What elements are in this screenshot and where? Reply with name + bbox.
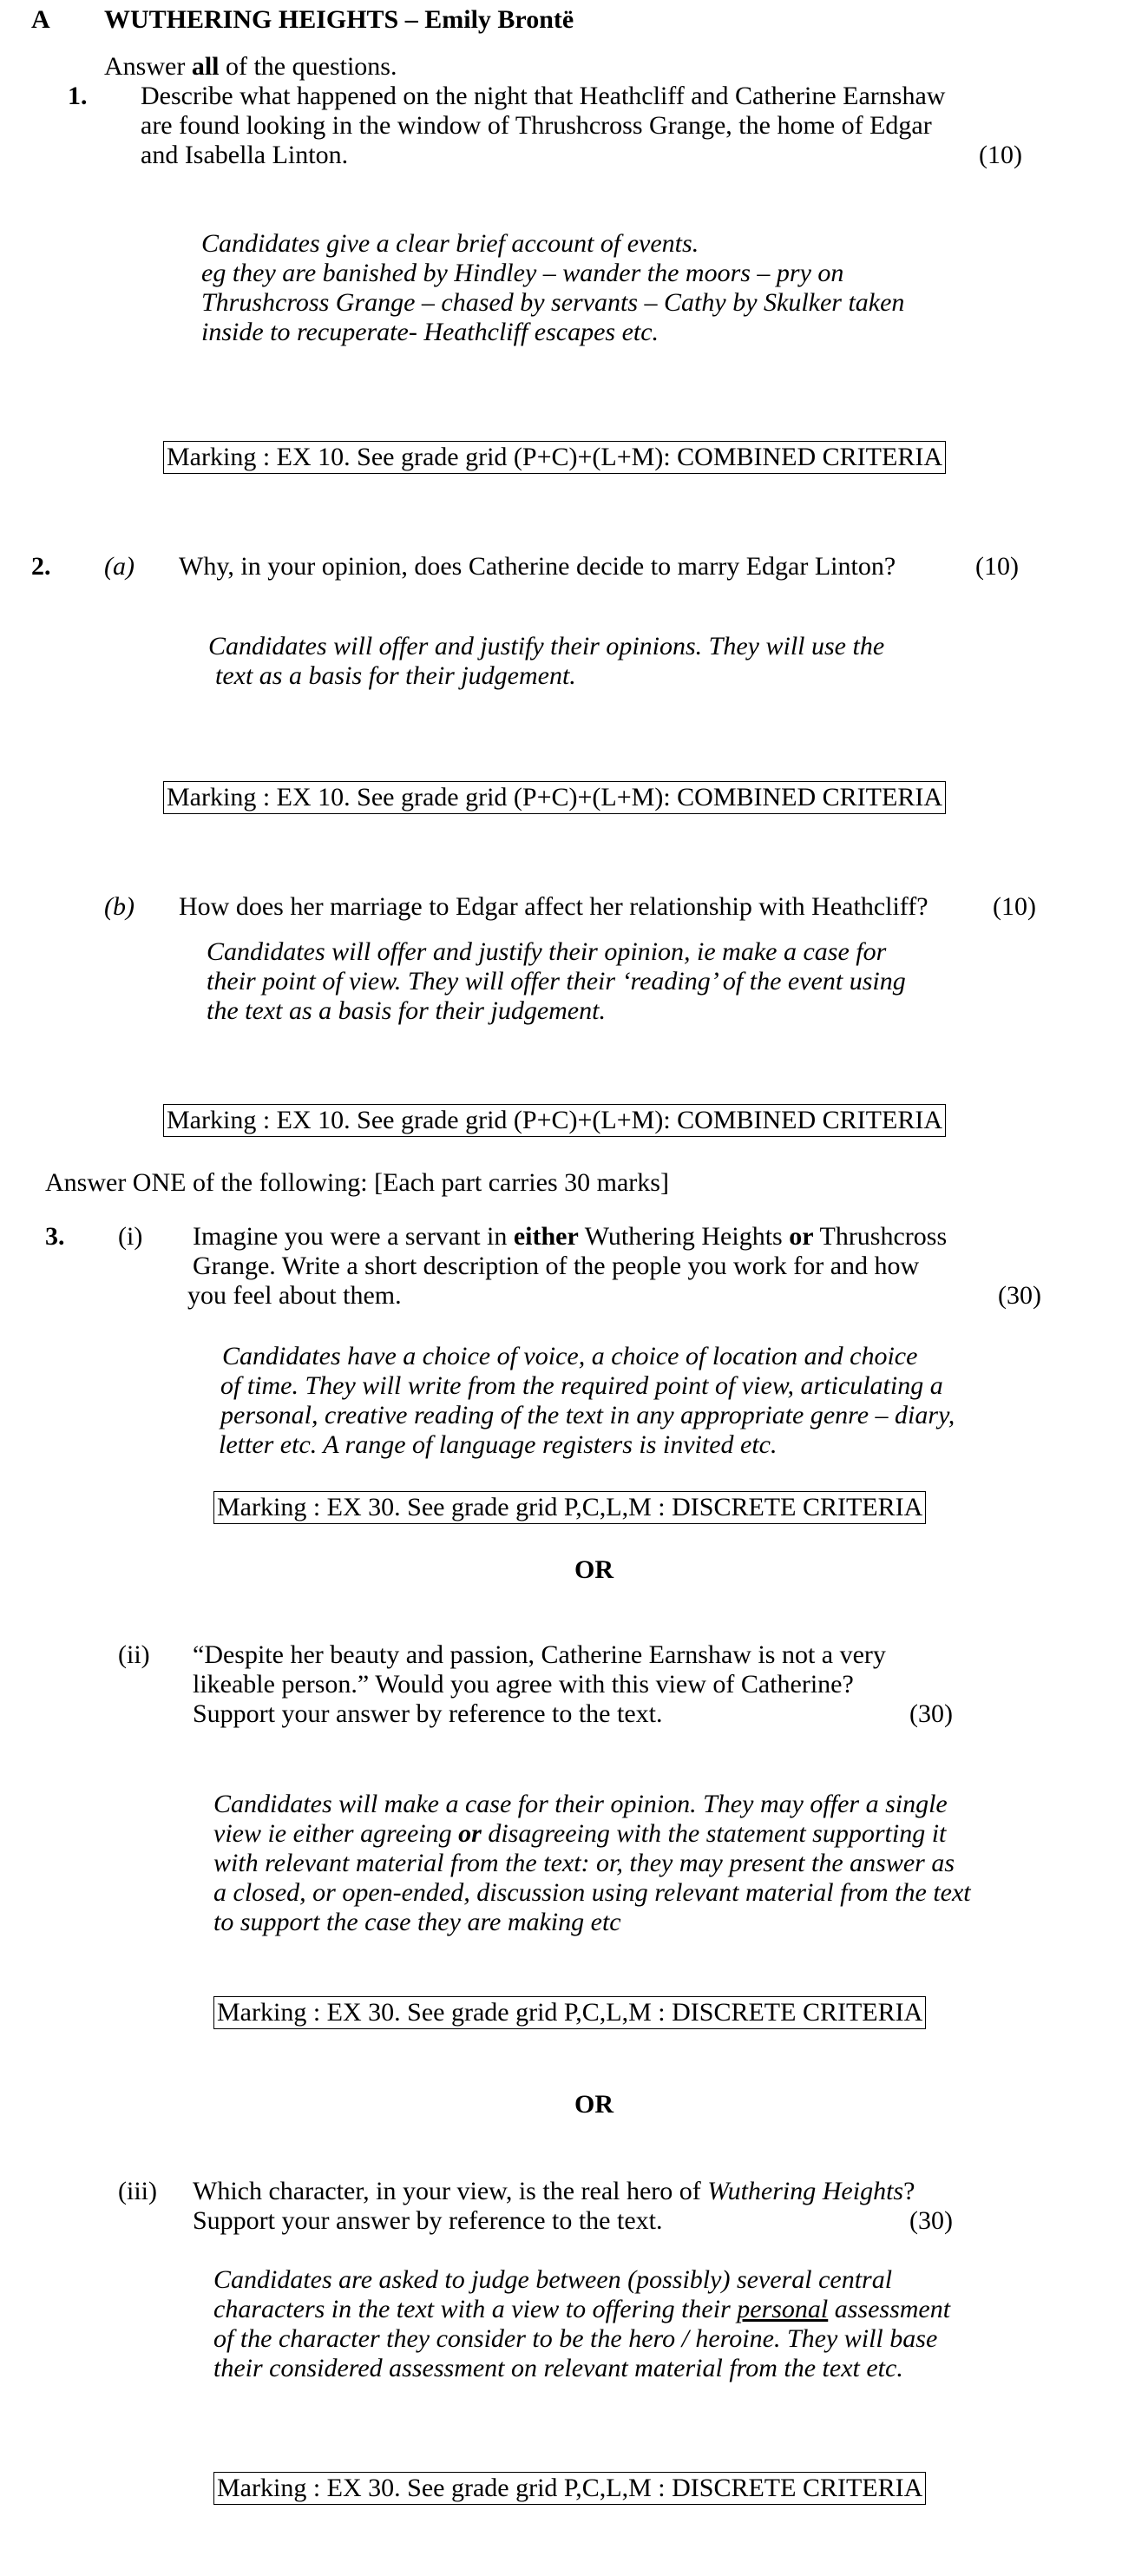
q3ii-marks: (30) [909, 1699, 953, 1728]
q3iii-marks: (30) [909, 2206, 953, 2235]
q1-number: 1. [68, 82, 88, 110]
q1-guidance: Candidates give a clear brief account of events. eg they are banished by Hindley – wander the moors – pry on Thrushcross Grange – chased by servants – Cathy by Skulker taken inside to recuperate- Heathcliff escapes etc. [201, 229, 905, 346]
q2a-label: (a) [104, 552, 135, 581]
q2a-marking-box: Marking : EX 10. See grade grid (P+C)+(L+M): COMBINED CRITERIA [163, 781, 946, 814]
section-title: WUTHERING HEIGHTS – Emily Brontë [104, 5, 574, 34]
q3ii-marking-box: Marking : EX 30. See grade grid P,C,L,M : DISCRETE CRITERIA [213, 1996, 926, 2029]
q3i-line3: you feel about them. [187, 1281, 402, 1310]
q2a-marks: (10) [975, 552, 1019, 581]
or-divider-1: OR [574, 1555, 613, 1584]
q2b-marking-box: Marking : EX 10. See grade grid (P+C)+(L+M): COMBINED CRITERIA [163, 1104, 946, 1137]
q3iii-label: (iii) [118, 2177, 157, 2205]
q3i-marking-box: Marking : EX 30. See grade grid P,C,L,M : DISCRETE CRITERIA [213, 1491, 926, 1524]
q1-marking-box: Marking : EX 10. See grade grid (P+C)+(L+M): COMBINED CRITERIA [163, 441, 946, 474]
q2b-label: (b) [104, 892, 135, 921]
or-divider-2: OR [574, 2090, 613, 2119]
q3iii-line2: Support your answer by reference to the text. [193, 2206, 663, 2235]
q3i-line1: Imagine you were a servant in either Wuthering Heights or Thrushcross [193, 1222, 948, 1251]
q2-number: 2. [31, 552, 51, 581]
q2b-guidance: Candidates will offer and justify their opinion, ie make a case for their point of view. They will offer their ‘reading’ of the event using the text as a basis for their judgement. [207, 937, 906, 1025]
q3iii-line1: Which character, in your view, is the real hero of Wuthering Heights? [193, 2177, 915, 2205]
instruction-all: Answer all of the questions. [104, 52, 397, 81]
q3iii-guidance: Candidates are asked to judge between (possibly) several central characters in the text with a view to offering their personal assessment of the character they consider to be the hero / heroine. They will base their considered assessment on relevant material from the text etc. [213, 2265, 951, 2382]
q2a-guidance: Candidates will offer and justify their opinions. They will use the text as a basis for their judgement. [208, 632, 885, 690]
q2b-marks: (10) [993, 892, 1036, 921]
q3ii-text: “Despite her beauty and passion, Catherine Earnshaw is not a very likeable person.” Would you agree with this view of Catherine? Support your answer by reference to the text. [193, 1640, 886, 1728]
q3i-line2: Grange. Write a short description of the people you work for and how [193, 1252, 920, 1280]
q2b-text: How does her marriage to Edgar affect her relationship with Heathcliff? [179, 892, 928, 921]
q3i-marks: (30) [998, 1281, 1041, 1310]
q3ii-label: (ii) [118, 1640, 150, 1669]
q3i-guidance: Candidates have a choice of voice, a choice of location and choice of time. They will write from the required point of view, articulating a personal, creative reading of the text in any appropriate genre – diary, letter etc. A range of language registers is invited etc. [219, 1342, 955, 1459]
q3-number: 3. [45, 1222, 65, 1251]
q3i-label: (i) [118, 1222, 143, 1251]
q3ii-guidance: Candidates will make a case for their opinion. They may offer a single view ie either agreeing or disagreeing with the statement supporting it with relevant material from the text: or, they may present the answer as a closed, or open-ended, discussion using relevant material from the text to support the case they are making etc [213, 1790, 971, 1936]
q1-marks: (10) [979, 141, 1022, 169]
q1-text: Describe what happened on the night that Heathcliff and Catherine Earnshaw are found looking in the window of Thrushcross Grange, the home of Edgar and Isabella Linton. [141, 82, 946, 169]
instruction-one: Answer ONE of the following: [Each part carries 30 marks] [45, 1168, 669, 1197]
q2a-text: Why, in your opinion, does Catherine decide to marry Edgar Linton? [179, 552, 896, 581]
section-letter: A [31, 5, 50, 34]
q3iii-marking-box: Marking : EX 30. See grade grid P,C,L,M : DISCRETE CRITERIA [213, 2472, 926, 2505]
